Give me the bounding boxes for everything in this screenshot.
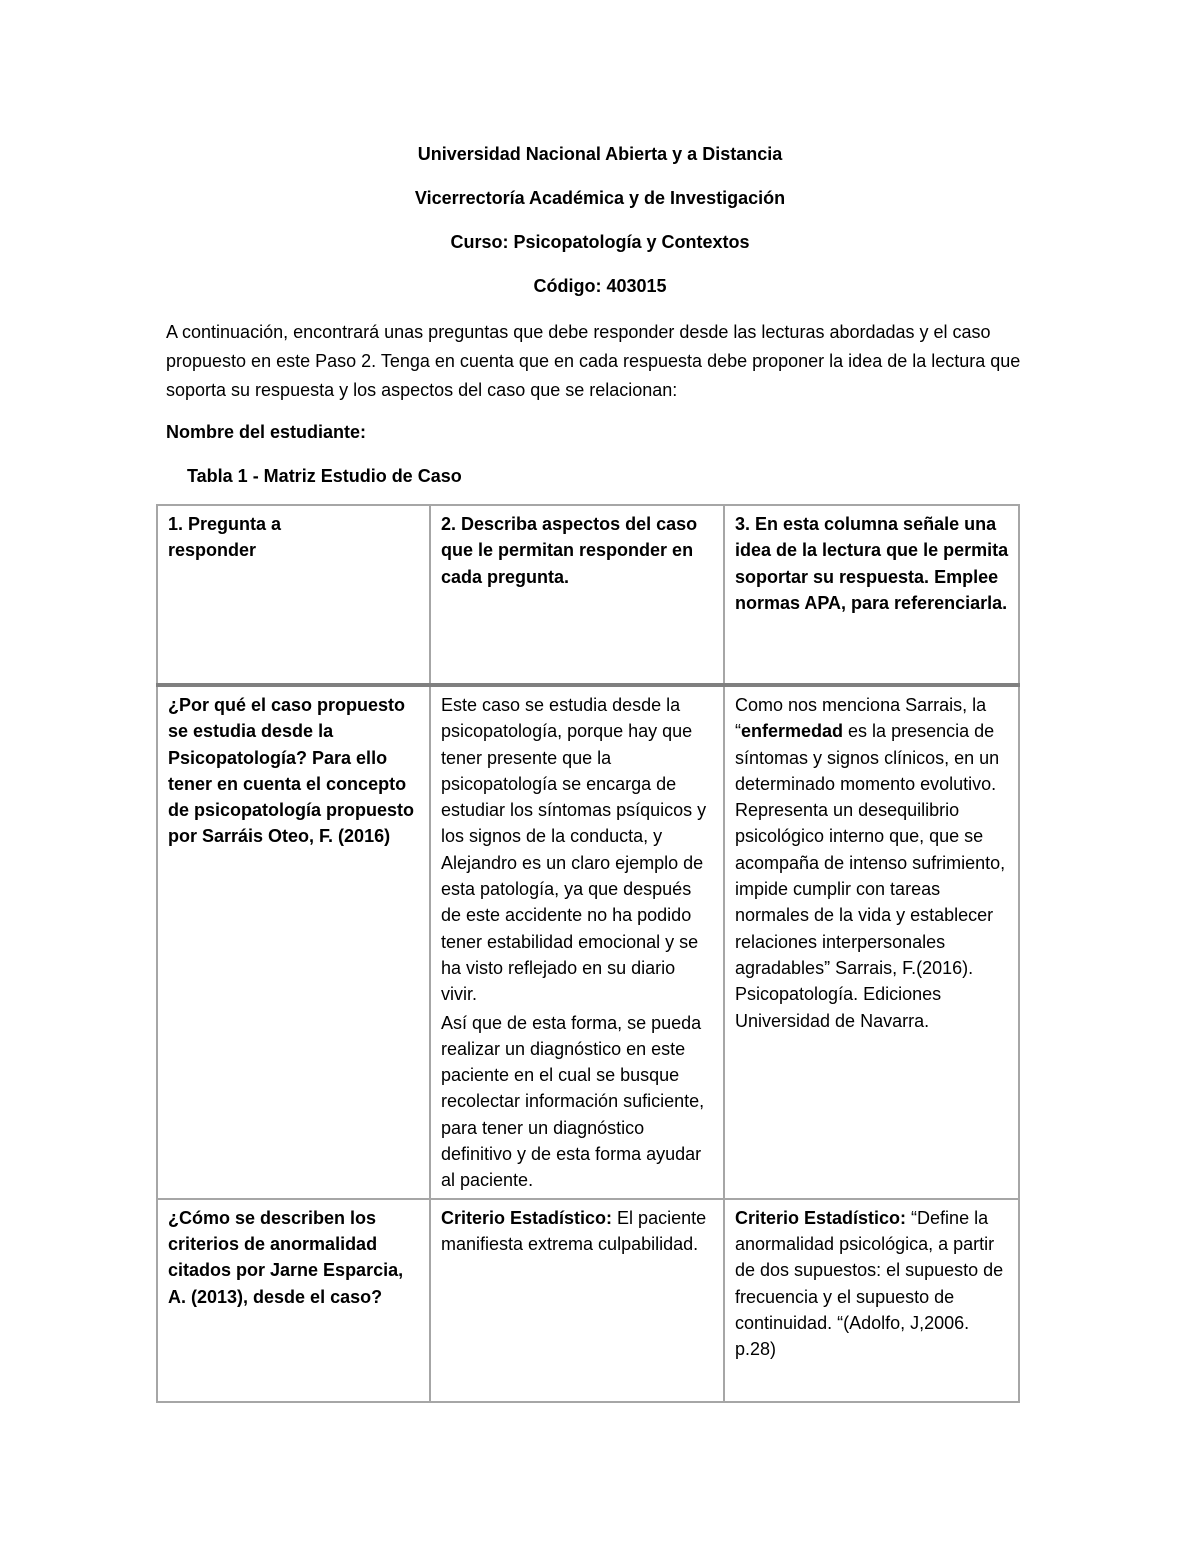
header-reading-text: 3. En esta columna señale una idea de la lectura que le permita soportar su respuesta. Emplee normas APA, para referenciarla. (735, 514, 1009, 613)
case-matrix-table (156, 504, 1020, 1403)
row1-reading-bold: enfermedad (741, 721, 844, 742)
row2-reading-cell (724, 1199, 1019, 1402)
table-caption: Tabla 1 - Matriz Estudio de Caso (187, 466, 462, 486)
row2-reading-text: “Define la anormalidad psicológica, a partir de dos supuestos: el supuesto de frecuencia y el supuesto de continuidad. “(Adolfo, J,2006. p.28) (735, 1207, 1004, 1360)
row1-reading-post: es la presencia de síntomas y signos clínicos, en un determinado momento evolutivo. Representa un desequilibrio psicológico interno que, que se acompaña de intenso sufrimiento, impide cumplir con tareas normales de la vida y establecer relaciones interpersonales agradables” Sarrais, F.(2016). Psicopatología. Ediciones Universidad de Navarra. (735, 721, 1006, 1031)
header-cell-question (157, 505, 430, 685)
table-row (157, 1199, 1019, 1402)
row2-aspects-label: Criterio Estadístico: (441, 1207, 613, 1228)
university-title: Universidad Nacional Abierta y a Distancia (417, 144, 783, 164)
row1-reading-pre: Como nos menciona Sarrais, la “ (735, 695, 987, 742)
course-title: Curso: Psicopatología y Contextos (450, 232, 750, 252)
row2-question-cell (157, 1199, 430, 1402)
course-code: Código: 403015 (533, 276, 667, 296)
header-aspects-text: 2. Describa aspectos del caso que le permitan responder en cada pregunta. (441, 514, 698, 587)
row1-question: ¿Por qué el caso propuesto se estudia desde la Psicopatología? Para ello tener en cuenta el concepto de psicopatología propuesto por Sarráis Oteo, F. (2016) (168, 695, 415, 847)
row1-aspects-paragraph1: Este caso se estudia desde la psicopatología, porque hay que tener presente que la psicopatología se encarga de estudiar los síntomas psíquicos y los signos de la conducta, y Alejandro es un claro ejemplo de esta patología, ya que después de este accidente no ha podido tener estabilidad emocional y se ha visto reflejado en su diario vivir. (441, 695, 707, 1005)
row2-aspects-text: El paciente manifiesta extrema culpabilidad. (441, 1207, 707, 1254)
vicerrectoria-title: Vicerrectoría Académica y de Investigación (414, 188, 786, 208)
row1-aspects-cell (430, 685, 724, 1199)
row2-question: ¿Cómo se describen los criterios de anormalidad citados por Jarne Esparcia, A. (2013), desde el caso? (168, 1207, 404, 1307)
header-cell-reading (724, 505, 1019, 685)
table-row (157, 685, 1019, 1199)
header-question-line2: responder (168, 540, 257, 561)
header-cell-aspects (430, 505, 724, 685)
row1-aspects-paragraph2: Así que de esta forma, se pueda realizar un diagnóstico en este paciente en el cual se busque recolectar información suficiente, para tener un diagnóstico definitivo y de esta forma ayudar al paciente. (441, 1012, 705, 1191)
row2-aspects-cell (430, 1199, 724, 1402)
table-header-row (157, 505, 1019, 685)
row1-question-cell (157, 685, 430, 1199)
row1-reading-cell (724, 685, 1019, 1199)
row2-reading-label: Criterio Estadístico: (735, 1207, 907, 1228)
intro-paragraph: A continuación, encontrará unas preguntas que debe responder desde las lecturas abordadas y el caso propuesto en este Paso 2. Tenga en cuenta que en cada respuesta debe proponer la idea de la lectura que soporta su respuesta y los aspectos del caso que se relacionan: (166, 322, 1021, 400)
student-name-label: Nombre del estudiante: (166, 422, 367, 442)
header-question-line1: 1. Pregunta a (168, 514, 282, 534)
